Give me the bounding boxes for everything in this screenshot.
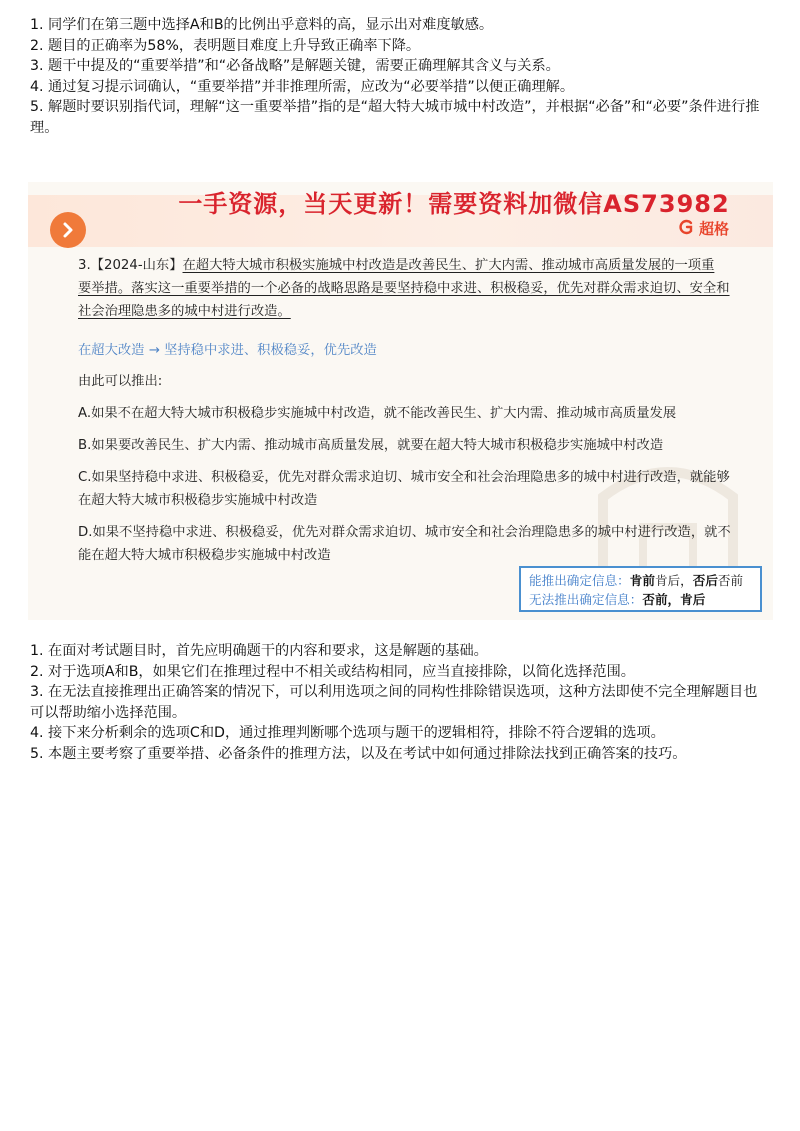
note-item: 2. 题目的正确率为58%，表明题目难度上升导致正确率下降。 bbox=[30, 37, 421, 54]
question-hint: 在超大改造 → 坚持稳中求进、积极稳妥，优先改造 bbox=[78, 343, 377, 358]
note-item: 1. 在面对考试题目时，首先应明确题干的内容和要求，这是解题的基础。 bbox=[30, 643, 488, 659]
notes-bottom bbox=[30, 641, 770, 764]
chevron-right-icon bbox=[50, 212, 86, 248]
deduce-label: 由此可以推出: bbox=[78, 374, 163, 389]
option-d: D.如果不坚持稳中求进、积极稳妥，优先对群众需求迫切、城市安全和社会治理隐患多的城中村进行改造，就不能在超大特大城市积极稳步实施城中村改造 bbox=[78, 525, 731, 563]
note-item: 3. 在无法直接推理出正确答案的情况下，可以利用选项之间的同构性排除错误选项，这种方法即使不完全理解题目也可以帮助缩小选择范围。 bbox=[30, 684, 758, 721]
note-item: 5. 本题主要考察了重要举措、必备条件的推理方法，以及在考试中如何通过排除法找到正确答案的技巧。 bbox=[30, 745, 687, 762]
question-card bbox=[28, 182, 773, 620]
note-item: 1. 同学们在第三题中选择A和B的比例出乎意料的高，显示出对难度敏感。 bbox=[30, 17, 494, 33]
option-a: A.如果不在超大特大城市积极稳步实施城中村改造，就不能改善民生、扩大内需、推动城市高质量发展 bbox=[78, 406, 677, 421]
promo-banner: 一手资源，当天更新！需要资料加微信AS73982 bbox=[178, 190, 730, 218]
legend-line-2: 无法推出确定信息：否前，肯后 bbox=[529, 592, 706, 607]
option-b: B.如果要改善民生、扩大内需、推动城市高质量发展，就要在超大特大城市积极稳步实施城中村改造 bbox=[78, 438, 664, 453]
option-c: C.如果坚持稳中求进、积极稳妥，优先对群众需求迫切、城市安全和社会治理隐患多的城中村进行改造，就能够在超大特大城市积极稳步实施城中村改造 bbox=[78, 470, 730, 508]
brand-name: 超格 bbox=[698, 220, 729, 238]
note-item: 4. 接下来分析剩余的选项C和D，通过推理判断哪个选项与题干的逻辑相符，排除不符合逻辑的选项。 bbox=[30, 725, 665, 741]
notes-top bbox=[30, 15, 770, 138]
note-item: 2. 对于选项A和B，如果它们在推理过程中不相关或结构相同，应当直接排除，以简化选择范围。 bbox=[30, 663, 635, 680]
inference-legend bbox=[519, 566, 762, 612]
note-item: 3. 题干中提及的“重要举措”和“必备战略”是解题关键，需要正确理解其含义与关系。 bbox=[30, 58, 560, 74]
legend-line-1: 能推出确定信息：肯前肯后，否后否前 bbox=[529, 573, 744, 588]
question-number: 3.【2024-山东】 bbox=[78, 258, 183, 273]
note-item: 5. 解题时要识别指代词，理解“这一重要举措”指的是“超大特大城市城中村改造”，并根据“必备”和“必要”条件进行推理。 bbox=[30, 99, 760, 136]
question-body bbox=[78, 254, 743, 567]
question-stem: 3.【2024-山东】在超大特大城市积极实施城中村改造是改善民生、扩大内需、推动城市高质量发展的一项重 要举措。落实这一重要举措的一个必备的战略思路是要坚持稳中求进、积极稳妥，优先对群众需求迫切、安全和 社会治理隐患多的城中村进行改造。 bbox=[78, 258, 730, 319]
brand bbox=[678, 218, 729, 239]
note-item: 4. 通过复习提示词确认，“重要举措”并非推理所需，应改为“必要举措”以便正确理解。 bbox=[30, 78, 575, 95]
brand-logo-icon bbox=[678, 219, 694, 239]
